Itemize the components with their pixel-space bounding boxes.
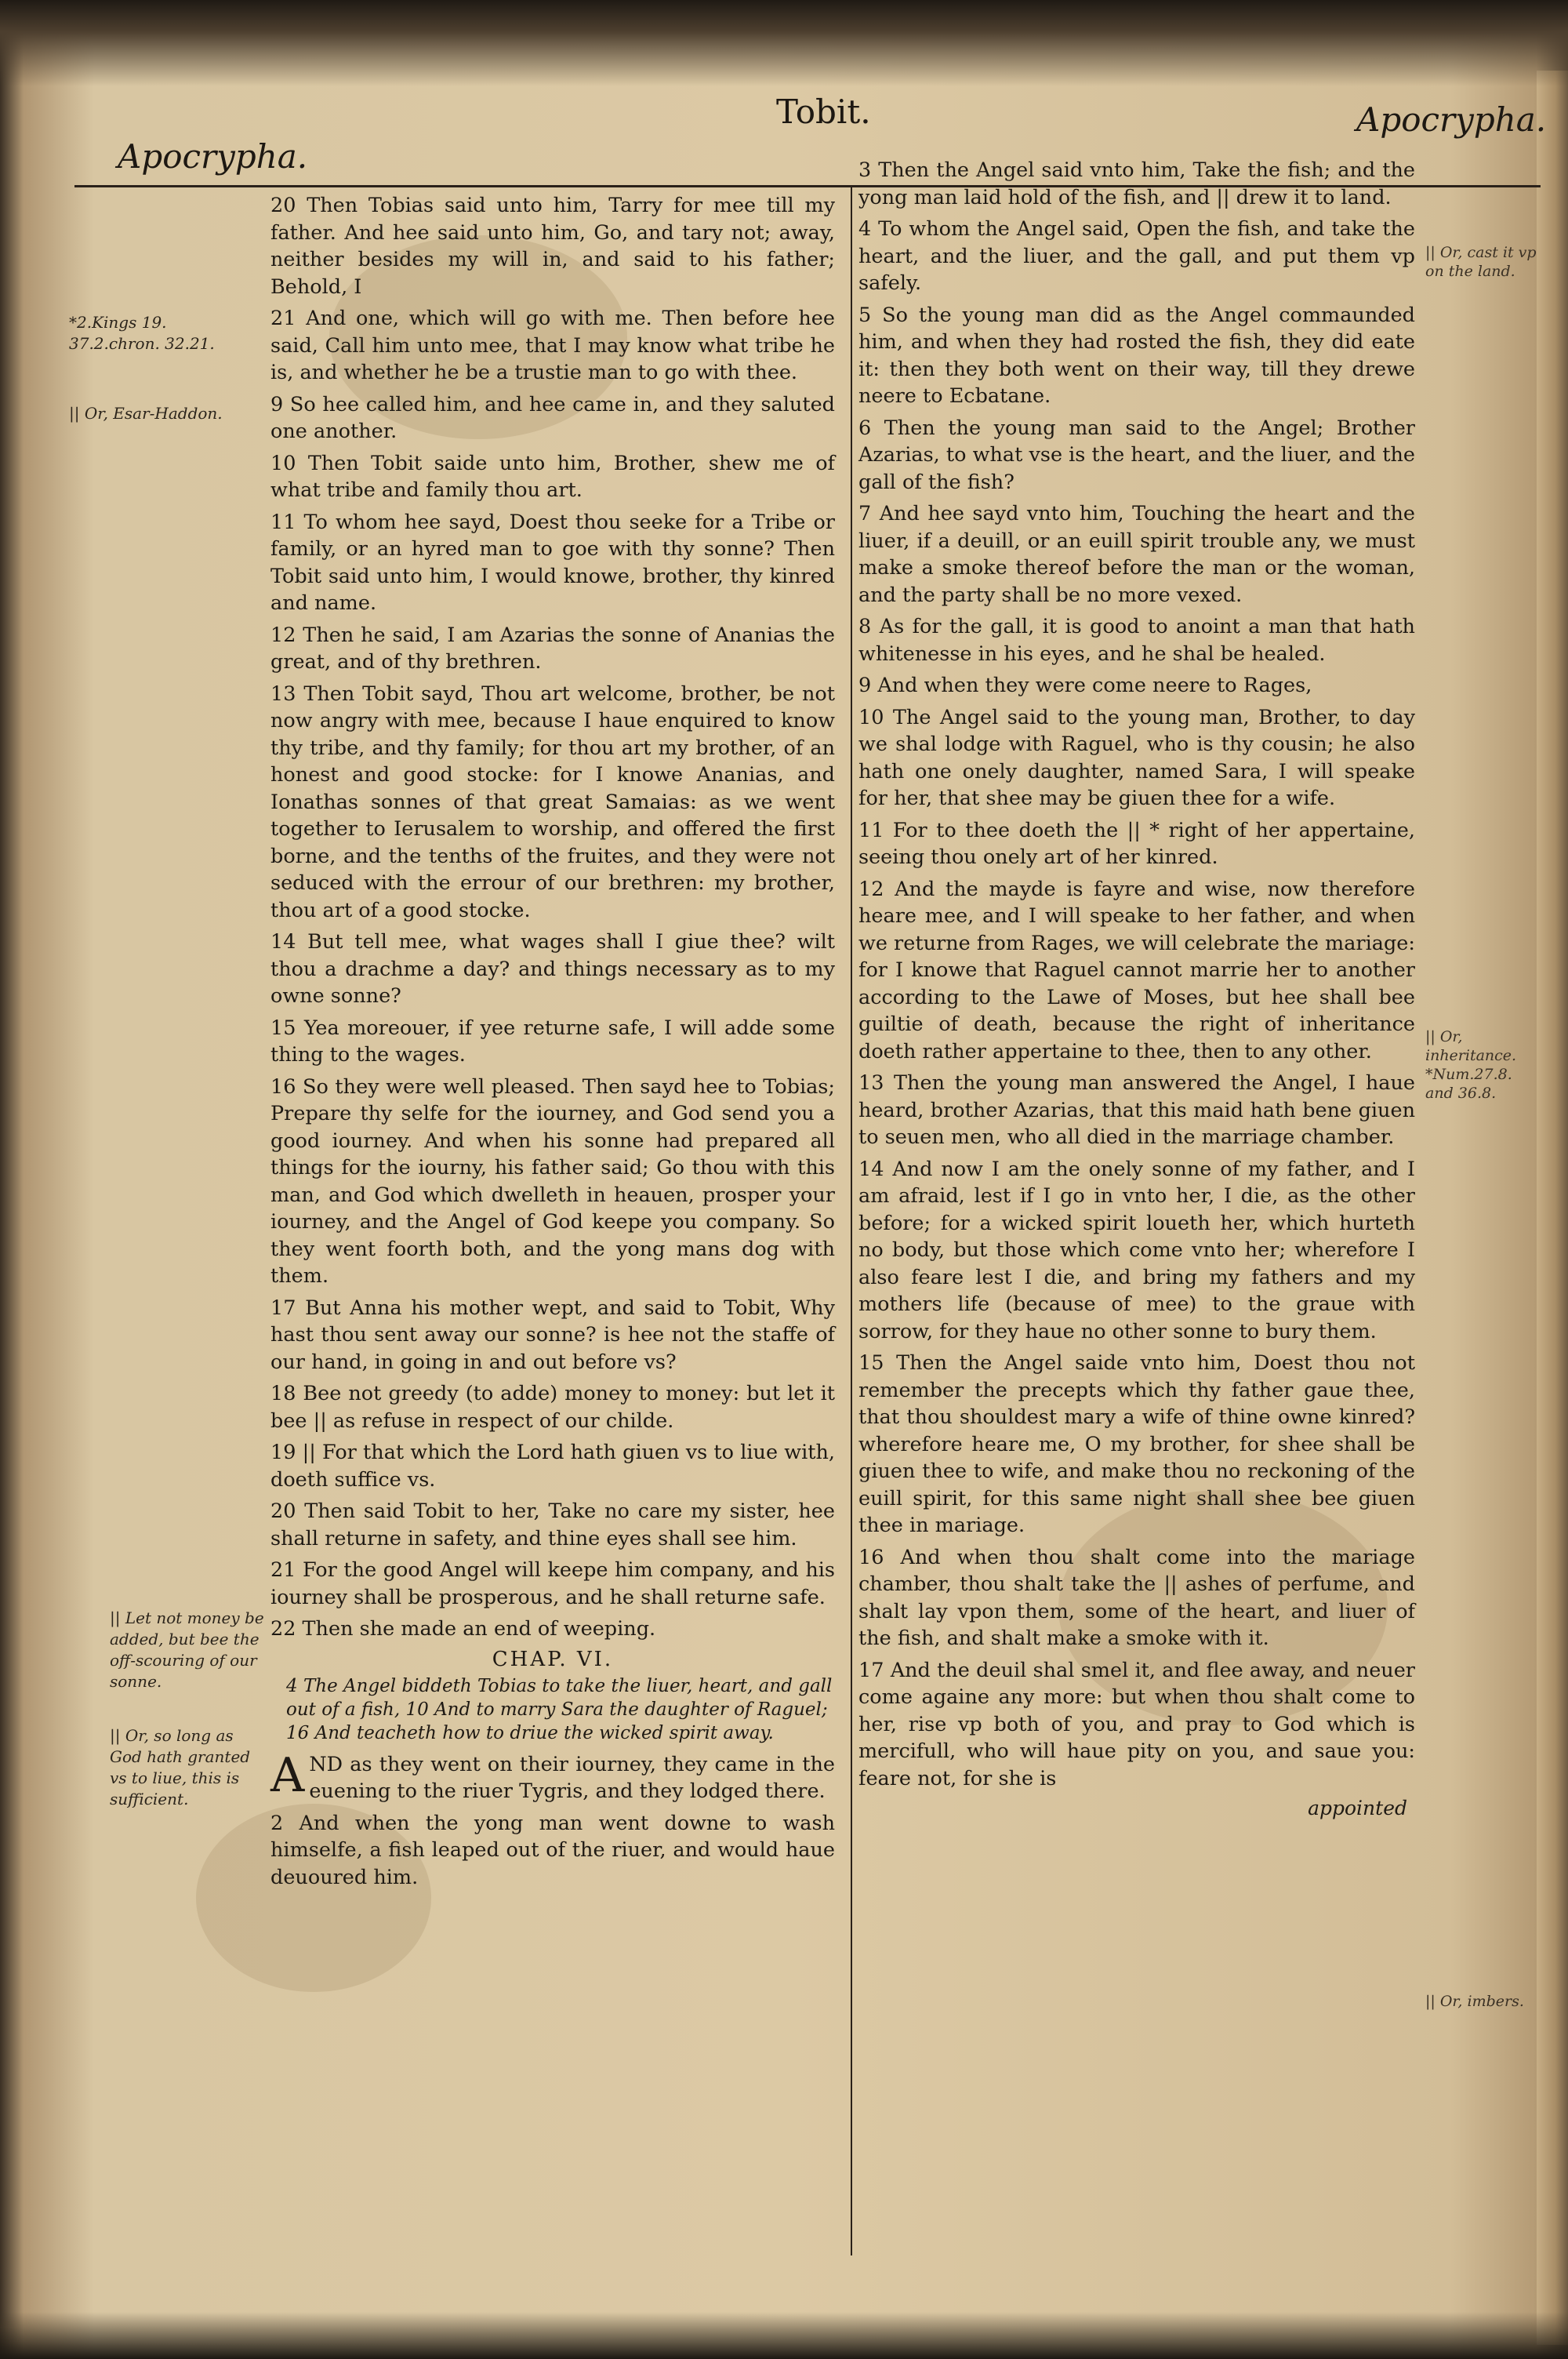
verse: 12 Then he said, I am Azarias the sonne of Ananias the great, and of thy brethren. <box>270 623 835 674</box>
page-shadow-top <box>0 0 1568 86</box>
verse: 8 As for the gall, it is good to anoint a man that hath whitenesse in his eyes, and he shal be healed. <box>858 615 1415 666</box>
verse: 14 And now I am the onely sonne of my father, and I am afraid, lest if I go in vnto her, I die, as the other before; for a wicked spirit loueth her, which hurteth no body, but those which come vnto her; wherefore I also feare lest I die, and bring my fathers and my mothers life (because of mee) to the graue with sorrow, for they haue no other sonne to bury them. <box>858 1157 1415 1343</box>
margin-reference: *2.Kings 19. 37.2.chron. 32.21. <box>69 313 215 353</box>
margin-note: || Or, imbers. <box>1425 1993 1524 2010</box>
verse: 22 Then she made an end of weeping. <box>270 1617 656 1641</box>
verse: 5 So the young man did as the Angel commaunded him, and when they had rosted the fish, they did eate it: then they both went on their way, till they drewe neere to Ecbatane. <box>858 303 1415 408</box>
verse: 13 Then the young man answered the Angel, I haue heard, brother Azarias, that this maid hath bene giuen to seuen men, who all died in the marriage chamber. <box>858 1071 1415 1149</box>
verse: 21 And one, which will go with me. Then before hee said, Call him unto mee, that I may know what tribe he is, and whether he be a trustie man to go with thee. <box>270 307 835 384</box>
verse: 2 And when the yong man went downe to wash himselfe, a fish leaped out of the riuer, and would haue deuoured him. <box>270 1811 835 1889</box>
verse: 16 And when thou shalt come into the mariage chamber, thou shalt take the || ashes of perfume, and shalt lay vpon them, some of the heart, and liuer of the fish, and shalt make a smoke with it. <box>858 1545 1415 1650</box>
chapter-heading: CHAP. VI. <box>492 1647 614 1671</box>
verse: 3 Then the Angel said vnto him, Take the fish; and the yong man laid hold of the fish, and || drew it to land. <box>858 158 1415 209</box>
chapter-summary: 4 The Angel biddeth Tobias to take the liuer, heart, and gall out of a fish, 10 And to marry Sara the daughter of Raguel; 16 And teacheth how to driue the wicked spirit away. <box>286 1675 833 1743</box>
text-column-right <box>858 157 1415 1819</box>
verse: 14 But tell mee, what wages shall I giue thee? wilt thou a drachme a day? and things necessary as to my owne sonne? <box>270 930 835 1008</box>
column-divider <box>851 185 852 2255</box>
verse-list <box>270 192 835 1643</box>
verse: 15 Then the Angel saide vnto him, Doest thou not remember the precepts which thy father gaue thee, that thou shouldest mary a wife of thine owne kinred? wherefore heare me, O my brother, for shee shall be giuen thee to wife, and make thou no reckoning of the euill spirit, for this same night shall shee bee giuen thee in mariage. <box>858 1351 1415 1537</box>
running-header-left: Apocrypha. <box>118 137 308 176</box>
running-header-right: Apocrypha. <box>1356 100 1547 139</box>
verse: AND as they went on their iourney, they came in the euening to the riuer Tygris, and they lodged there. <box>270 1747 835 1803</box>
margin-note: || Let not money be added, but bee the off-scouring of our sonne. <box>110 1608 264 1691</box>
verse: 11 For to thee doeth the || * right of her appertaine, seeing thou onely art of her kinred. <box>858 818 1415 869</box>
verse: 6 Then the young man said to the Angel; Brother Azarias, to what vse is the heart, and the liuer, and the gall of the fish? <box>858 416 1415 494</box>
verse: 21 For the good Angel will keepe him company, and his iourney shall be prosperous, and he shall returne safe. <box>270 1558 835 1609</box>
verse: 19 || For that which the Lord hath giuen vs to liue with, doeth suffice vs. <box>270 1441 835 1492</box>
margin-note: || Or, inheritance. *Num.27.8. and 36.8. <box>1425 1028 1517 1102</box>
page-shadow-bottom <box>0 2312 1568 2359</box>
running-header-title: Tobit. <box>776 93 871 131</box>
margin-note: || Or, Esar-Haddon. <box>69 404 223 423</box>
verse: 17 And the deuil shal smel it, and flee away, and neuer come againe any more: but when thou shalt come to her, rise vp both of you, and pray to God which is mercifull, who will haue pity on you, and saue you: feare not, for she is <box>858 1658 1415 1790</box>
text-column-left <box>270 192 835 1896</box>
verse: 18 Bee not greedy (to adde) money to money: but let it bee || as refuse in respect of our childe. <box>270 1382 835 1433</box>
verse: 9 And when they were come neere to Rages, <box>858 674 1312 697</box>
margin-note: || Or, so long as God hath granted vs to liue, this is sufficient. <box>110 1726 251 1808</box>
margin-note: || Or, cast it vp on the land. <box>1425 244 1537 280</box>
verse: 13 Then Tobit sayd, Thou art welcome, brother, be not now angry with mee, because I haue enquired to know thy tribe, and thy family; for thou art my brother, of an honest and good stocke: for I knowe Ananias, and Ionathas sonnes of that great Samaias: as we went together to Ierusalem to worship, and offered the first borne, and the tenths of the fruites, and they were not seduced with the errour of our brethren: my brother, thou art of a good stocke. <box>270 682 835 922</box>
verse-list <box>270 1747 835 1892</box>
verse-list <box>858 157 1415 1792</box>
verse: 10 Then Tobit saide unto him, Brother, shew me of what tribe and family thou art. <box>270 451 835 502</box>
verse: 16 So they were well pleased. Then sayd hee to Tobias; Prepare thy selfe for the iourney, and God send you a good iourney. And when his sonne had prepared all things for the iourny, his father said; Go thou with this man, and God which dwelleth in heauen, prosper your iourney, and the Angel of God keepe you company. So they went foorth both, and the yong mans dog with them. <box>270 1074 835 1288</box>
verse: 7 And hee sayd vnto him, Touching the heart and the liuer, if a deuill, or an euill spirit trouble any, we must make a smoke thereof before the man or the woman, and the party shall be no more vexed. <box>858 502 1415 607</box>
verse: 12 And the mayde is fayre and wise, now therefore heare mee, and I will speake to her father, and when we returne from Rages, we will celebrate the mariage: for I knowe that Raguel cannot marrie her to another according to the Lawe of Moses, but hee shall bee guiltie of death, because the right of inheritance doeth rather appertaine to thee, then to any other. <box>858 877 1415 1063</box>
verse: 20 Then Tobias said unto him, Tarry for mee till my father. And hee said unto him, Go, and tary not; away, neither besides my will in, and said to his father; Behold, I <box>270 194 835 299</box>
verse: 17 But Anna his mother wept, and said to Tobit, Why hast thou sent away our sonne? is hee not the staffe of our hand, in going in and out before vs? <box>270 1296 835 1374</box>
verse: 11 To whom hee sayd, Doest thou seeke for a Tribe or family, or an hyred man to goe with thy sonne? Then Tobit said unto him, I would knowe, brother, thy kinred and name. <box>270 510 835 615</box>
verse: 9 So hee called him, and hee came in, and they saluted one another. <box>270 392 835 443</box>
verse: 15 Yea moreouer, if yee returne safe, I will adde some thing to the wages. <box>270 1016 835 1067</box>
catchword: appointed <box>1308 1797 1407 1819</box>
verse: 20 Then said Tobit to her, Take no care my sister, hee shall returne in safety, and thine eyes shall see him. <box>270 1499 835 1550</box>
verse: 10 The Angel said to the young man, Brother, to day we shal lodge with Raguel, who is thy cousin; he also hath one onely daughter, named Sara, I will speake for her, that shee may be giuen thee for a wife. <box>858 705 1415 810</box>
verse: 4 To whom the Angel said, Open the fish, and take the heart, and the liuer, and the gall, and put them vp safely. <box>858 217 1415 295</box>
